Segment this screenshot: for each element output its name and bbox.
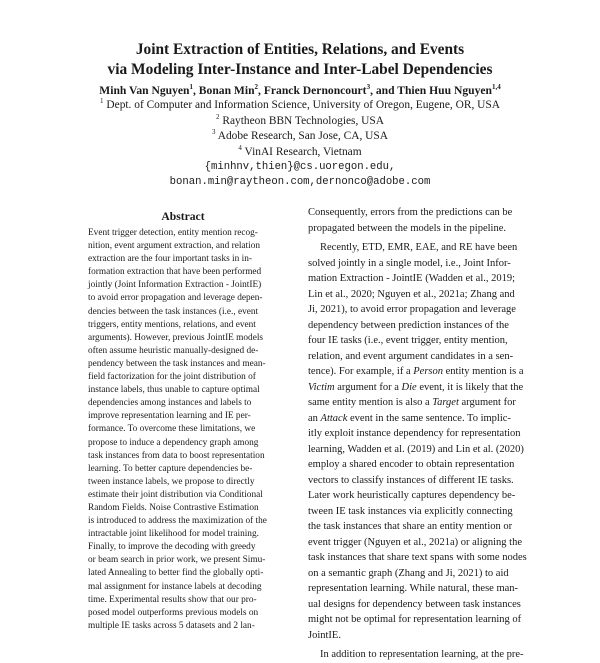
- text-line: mation Extraction - JointIE (Wadden et al., 2019;: [308, 273, 516, 284]
- text-line: dencies between the task instances (i.e., event: [88, 306, 259, 317]
- text-line: Victim argument for a Die event, it is likely that the: [308, 381, 524, 393]
- author-name: Bonan Min: [198, 84, 255, 97]
- right-column: [308, 205, 527, 663]
- text-line: four IE tasks (i.e., event trigger, entity mention,: [308, 335, 508, 346]
- text-line: propose to induce a dependency graph among: [88, 437, 259, 448]
- text-line: is introduced to address the maximization of the: [88, 516, 267, 527]
- title-line-2: via Modeling Inter-Instance and Inter-Label Dependencies: [107, 61, 493, 78]
- left-column: [88, 209, 278, 633]
- text-line: intractable joint likelihood for model training.: [88, 529, 259, 540]
- text-line: estimate their joint distribution via Conditional: [88, 489, 263, 500]
- affiliation: [0, 98, 600, 114]
- affiliation-text: Adobe Research, San Jose, CA, USA: [217, 130, 388, 143]
- text-line: In addition to representation learning, at the pre-: [320, 649, 524, 660]
- author-separator: , and: [370, 84, 398, 97]
- text-line: on a semantic graph (Zhang and Ji, 2021) to aid: [308, 567, 509, 579]
- author-sup: 2: [254, 83, 259, 92]
- author-list: [0, 83, 600, 98]
- text-line: the task instances that share an entity mention or: [308, 521, 513, 532]
- text-line: vectors to classify instances of different IE tasks.: [308, 474, 514, 486]
- text-line: extraction are the four important tasks in in-: [88, 254, 252, 265]
- text-line: Recently, ETD, EMR, EAE, and RE have been: [320, 242, 518, 253]
- affiliation: [0, 114, 600, 130]
- body-paragraph: [308, 205, 520, 236]
- affiliation-text: VinAI Research, Vietnam: [244, 145, 362, 158]
- author-sup: 1,4: [491, 83, 501, 92]
- affiliation-text: Raytheon BBN Technologies, USA: [222, 114, 384, 127]
- text-line: jointly (Joint Information Extraction - JointIE): [88, 280, 262, 291]
- text-line: employ a shared encoder to obtain representation: [308, 459, 515, 470]
- author-sup: 1: [189, 83, 193, 92]
- text-line: arguments). However, previous JointIE models: [88, 332, 264, 343]
- text-line: an Attack event in the same sentence. To implic-: [308, 412, 511, 424]
- affiliation-sup: 4: [238, 143, 242, 152]
- text-line: event trigger (Nguyen et al., 2021a) or aligning the: [308, 536, 523, 548]
- text-line: formation extraction that have been performed: [88, 267, 262, 278]
- text-line: Lin et al., 2020; Nguyen et al., 2021a; Zhang and: [308, 288, 515, 300]
- text-line: solved jointly in a single model, i.e., Joint Infor-: [308, 257, 511, 269]
- text-line: time. Experimental results show that our pro-: [88, 594, 257, 605]
- text-line: Later work heuristically captures dependency be-: [308, 490, 516, 501]
- text-line: posed model outperforms previous models on: [88, 607, 259, 618]
- text-line: dependencies among instances and labels to: [88, 398, 252, 409]
- text-line: or beam search in prior work, we present Simu-: [88, 555, 266, 566]
- text-line: tence). For example, if a Person entity mention is a: [308, 366, 524, 377]
- title-line-1: Joint Extraction of Entities, Relations, and Events: [135, 41, 465, 58]
- affiliation-text: Dept. of Computer and Information Science, University of Oregon, Eugene, OR, USA: [106, 99, 500, 111]
- text-line: lated Annealing to better find the globally opti-: [88, 568, 264, 579]
- text-line: task instances that share text spans with some nodes: [308, 552, 527, 563]
- abstract-body: [88, 227, 278, 633]
- paper-title: [0, 40, 600, 80]
- text-line: multiple IE tasks across 5 datasets and 2 lan-: [88, 620, 255, 631]
- text-line: Finally, to improve the decoding with greedy: [88, 542, 256, 553]
- text-line: to avoid error propagation and leverage depen-: [88, 293, 263, 304]
- author-name: Thien Huu Nguyen: [397, 84, 492, 97]
- affiliation: [0, 145, 600, 161]
- email-line: bonan.min@raytheon.com,dernonco@adobe.com: [169, 175, 431, 188]
- text-line: task instances from data to boost representation: [88, 450, 265, 461]
- text-line: Random Fields. Noise Contrastive Estimation: [88, 502, 259, 513]
- text-line: relation, and event argument candidates in a sen-: [308, 350, 514, 362]
- text-line: tween IE task instances via explicitly connecting: [308, 505, 513, 517]
- text-line: formance. To overcome these limitations, we: [88, 424, 256, 435]
- affiliation-sup: 1: [100, 97, 104, 106]
- body-paragraph: [308, 240, 527, 643]
- author-separator: ,: [258, 84, 264, 97]
- author-name: Minh Van Nguyen: [99, 84, 190, 97]
- text-line: same entity mention is also a Target argument for: [308, 397, 516, 408]
- text-line: itly exploit instance dependency for representation: [308, 428, 521, 439]
- text-line: improve representation learning and IE per-: [88, 411, 251, 422]
- body-paragraph: [308, 647, 524, 663]
- text-line: tween instance labels, we propose to directly: [88, 476, 255, 487]
- text-line: might not be optimal for representation learning of: [308, 614, 522, 625]
- text-line: dependency between prediction instances of the: [308, 319, 509, 331]
- text-line: pendency between the task instances and mean-: [88, 358, 266, 369]
- text-line: propagated between the models in the pipeline.: [308, 222, 506, 234]
- text-line: Consequently, errors from the predictions can be: [308, 207, 513, 218]
- paper-header: [0, 40, 600, 190]
- text-line: JointIE.: [308, 629, 341, 641]
- text-line: ual designs for dependency between task instances: [308, 598, 521, 610]
- abstract-heading: Abstract: [161, 210, 205, 223]
- author-name: Franck Dernoncourt: [263, 84, 367, 97]
- text-line: nition, event argument extraction, and relation: [88, 241, 261, 252]
- email-line: {minhnv,thien}@cs.uoregon.edu,: [204, 161, 396, 174]
- affiliation-sup: 2: [216, 112, 220, 121]
- text-line: field factorization for the joint distribution of: [88, 372, 256, 383]
- text-line: often assume heuristic manually-designed de-: [88, 345, 259, 356]
- text-line: learning. To better capture dependencies be-: [88, 463, 253, 474]
- author-separator: ,: [193, 84, 199, 97]
- text-line: representation learning. While natural, these man-: [308, 583, 519, 594]
- affiliation: [0, 129, 600, 145]
- text-line: Event trigger detection, entity mention recog-: [88, 228, 258, 238]
- text-line: learning, Wadden et al. (2019) and Lin et al. (2020): [308, 443, 524, 455]
- affiliation-sup: 3: [212, 128, 216, 137]
- author-sup: 3: [366, 83, 371, 92]
- text-line: triggers, entity mentions, relations, and event: [88, 319, 256, 330]
- text-line: Ji, 2021), to avoid error propagation and leverage: [308, 304, 516, 315]
- text-line: mal assignment for instance labels at decoding: [88, 581, 262, 592]
- text-line: instance labels, thus unable to capture optimal: [88, 385, 260, 396]
